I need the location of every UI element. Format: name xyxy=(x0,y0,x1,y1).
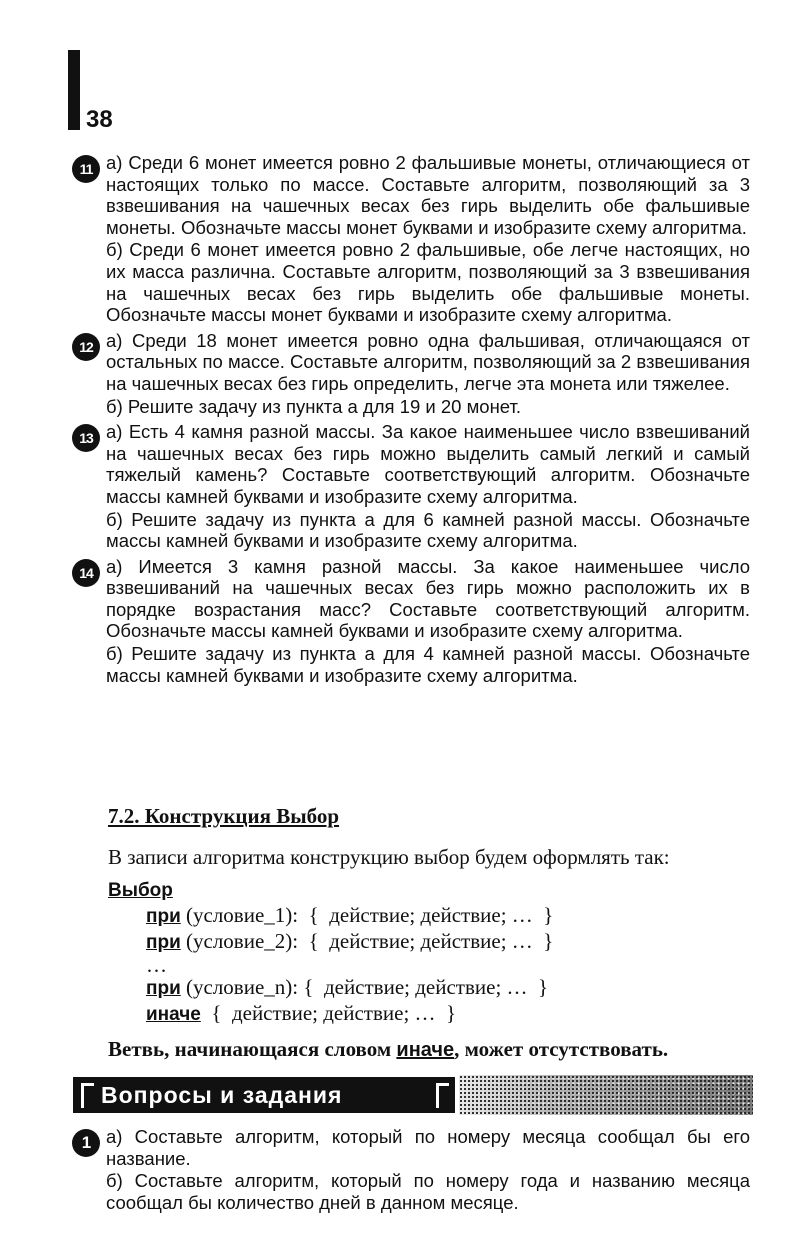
note-text: , может отсутствовать. xyxy=(454,1037,669,1061)
code-line xyxy=(146,929,742,955)
code-text: (условие_1): { действие; действие; … } xyxy=(180,903,554,927)
task-paragraph: б) Решите задачу из пункта а для 19 и 20 монет. xyxy=(106,395,522,417)
task-item xyxy=(70,152,750,326)
code-ellipsis: … xyxy=(146,953,167,977)
task-item xyxy=(70,556,750,687)
note-keyword: иначе xyxy=(396,1039,455,1061)
task-paragraph: а) Имеется 3 камня разной массы. За какое наименьшее число взвешиваний на чашечных весах без гирь можно расположить их в порядке возрастания масс? Составьте соответствующий алгоритм. Обозначьте массы камней буквами и изобразите схему алгоритма. xyxy=(106,555,750,642)
task-list xyxy=(70,152,750,690)
code-keyword: при xyxy=(146,906,181,927)
task-number-badge: 12 xyxy=(72,333,100,361)
code-keyword: иначе xyxy=(146,1004,201,1025)
code-line xyxy=(146,903,742,929)
question-paragraph: а) Составьте алгоритм, который по номеру месяца сообщал бы его название. xyxy=(106,1126,750,1169)
task-paragraph: а) Есть 4 камня разной массы. За какое наименьшее число взвешиваний на чашечных весах без гирь можно выделить самый легкий и самый тяжелый камень? Составьте соответствующий алгоритм. Обозначьте массы камней буквами и изобразите схему алгоритма. xyxy=(106,421,750,507)
code-text: (условие_n): { действие; действие; … } xyxy=(180,975,549,999)
section-title: 7.2. Конструкция Выбор xyxy=(108,804,340,828)
page-marker-bar xyxy=(68,50,80,130)
note-text: Ветвь, начинающаяся словом xyxy=(108,1037,397,1061)
code-keyword: при xyxy=(146,932,181,953)
code-line xyxy=(146,975,742,1001)
code-keyword: при xyxy=(146,978,181,999)
section-note xyxy=(108,1037,742,1062)
task-paragraph: б) Решите задачу из пункта а для 4 камней разной массы. Обозначьте массы камней буквами и изобразите схему алгоритма. xyxy=(106,643,750,686)
banner-title: Вопросы и задания xyxy=(73,1077,455,1113)
question-paragraph: б) Составьте алгоритм, который по номеру года и названию месяца сообщал бы количество дней в данном месяце. xyxy=(106,1170,750,1213)
page-number: 38 xyxy=(86,106,113,133)
question-item xyxy=(70,1126,750,1213)
task-paragraph: а) Среди 6 монет имеется ровно 2 фальшивые монеты, отличающиеся от настоящих только по массе. Составьте алгоритм, позволяющий за 3 взвешивания на чашечных весах без гирь выделить обе фальшивые монеты. Обозначьте массы монет буквами и изобразите схему алгоритма. xyxy=(106,152,750,238)
question-list xyxy=(70,1126,750,1217)
construct-keyword: Выбор xyxy=(108,880,173,901)
question-number-badge: 1 xyxy=(72,1129,100,1157)
task-number-badge: 13 xyxy=(72,424,100,452)
choice-construct-block xyxy=(108,845,742,1062)
questions-banner xyxy=(73,1075,753,1115)
task-item xyxy=(70,421,750,552)
task-paragraph: б) Среди 6 монет имеется ровно 2 фальшивые, обе легче настоящих, но их масса различна. Составьте алгоритм, позволяющий за 3 взвешивания на чашечных весах без гирь выделить обе фальшивые монеты. Обозначьте массы монет буквами и изобразите схему алгоритма. xyxy=(106,239,750,326)
task-number-badge: 11 xyxy=(72,155,100,183)
code-text: { действие; действие; … } xyxy=(200,1001,457,1025)
section-intro: В записи алгоритма конструкцию выбор будем оформлять так: xyxy=(108,845,670,869)
task-paragraph: а) Среди 18 монет имеется ровно одна фальшивая, отличающаяся от остальных по массе. Составьте алгоритм, позволяющий за 2 взвешивания на чашечных весах без гирь определить, легче эта монета или тяжелее. xyxy=(106,329,750,394)
code-text: (условие_2): { действие; действие; … } xyxy=(180,929,554,953)
task-item xyxy=(70,330,750,417)
construct-header xyxy=(108,877,742,903)
code-line-else xyxy=(146,1001,742,1027)
task-paragraph: б) Решите задачу из пункта а для 6 камней разной массы. Обозначьте массы камней буквами и изобразите схему алгоритма. xyxy=(106,508,750,552)
task-number-badge: 14 xyxy=(72,559,100,587)
banner-texture xyxy=(459,1075,753,1115)
